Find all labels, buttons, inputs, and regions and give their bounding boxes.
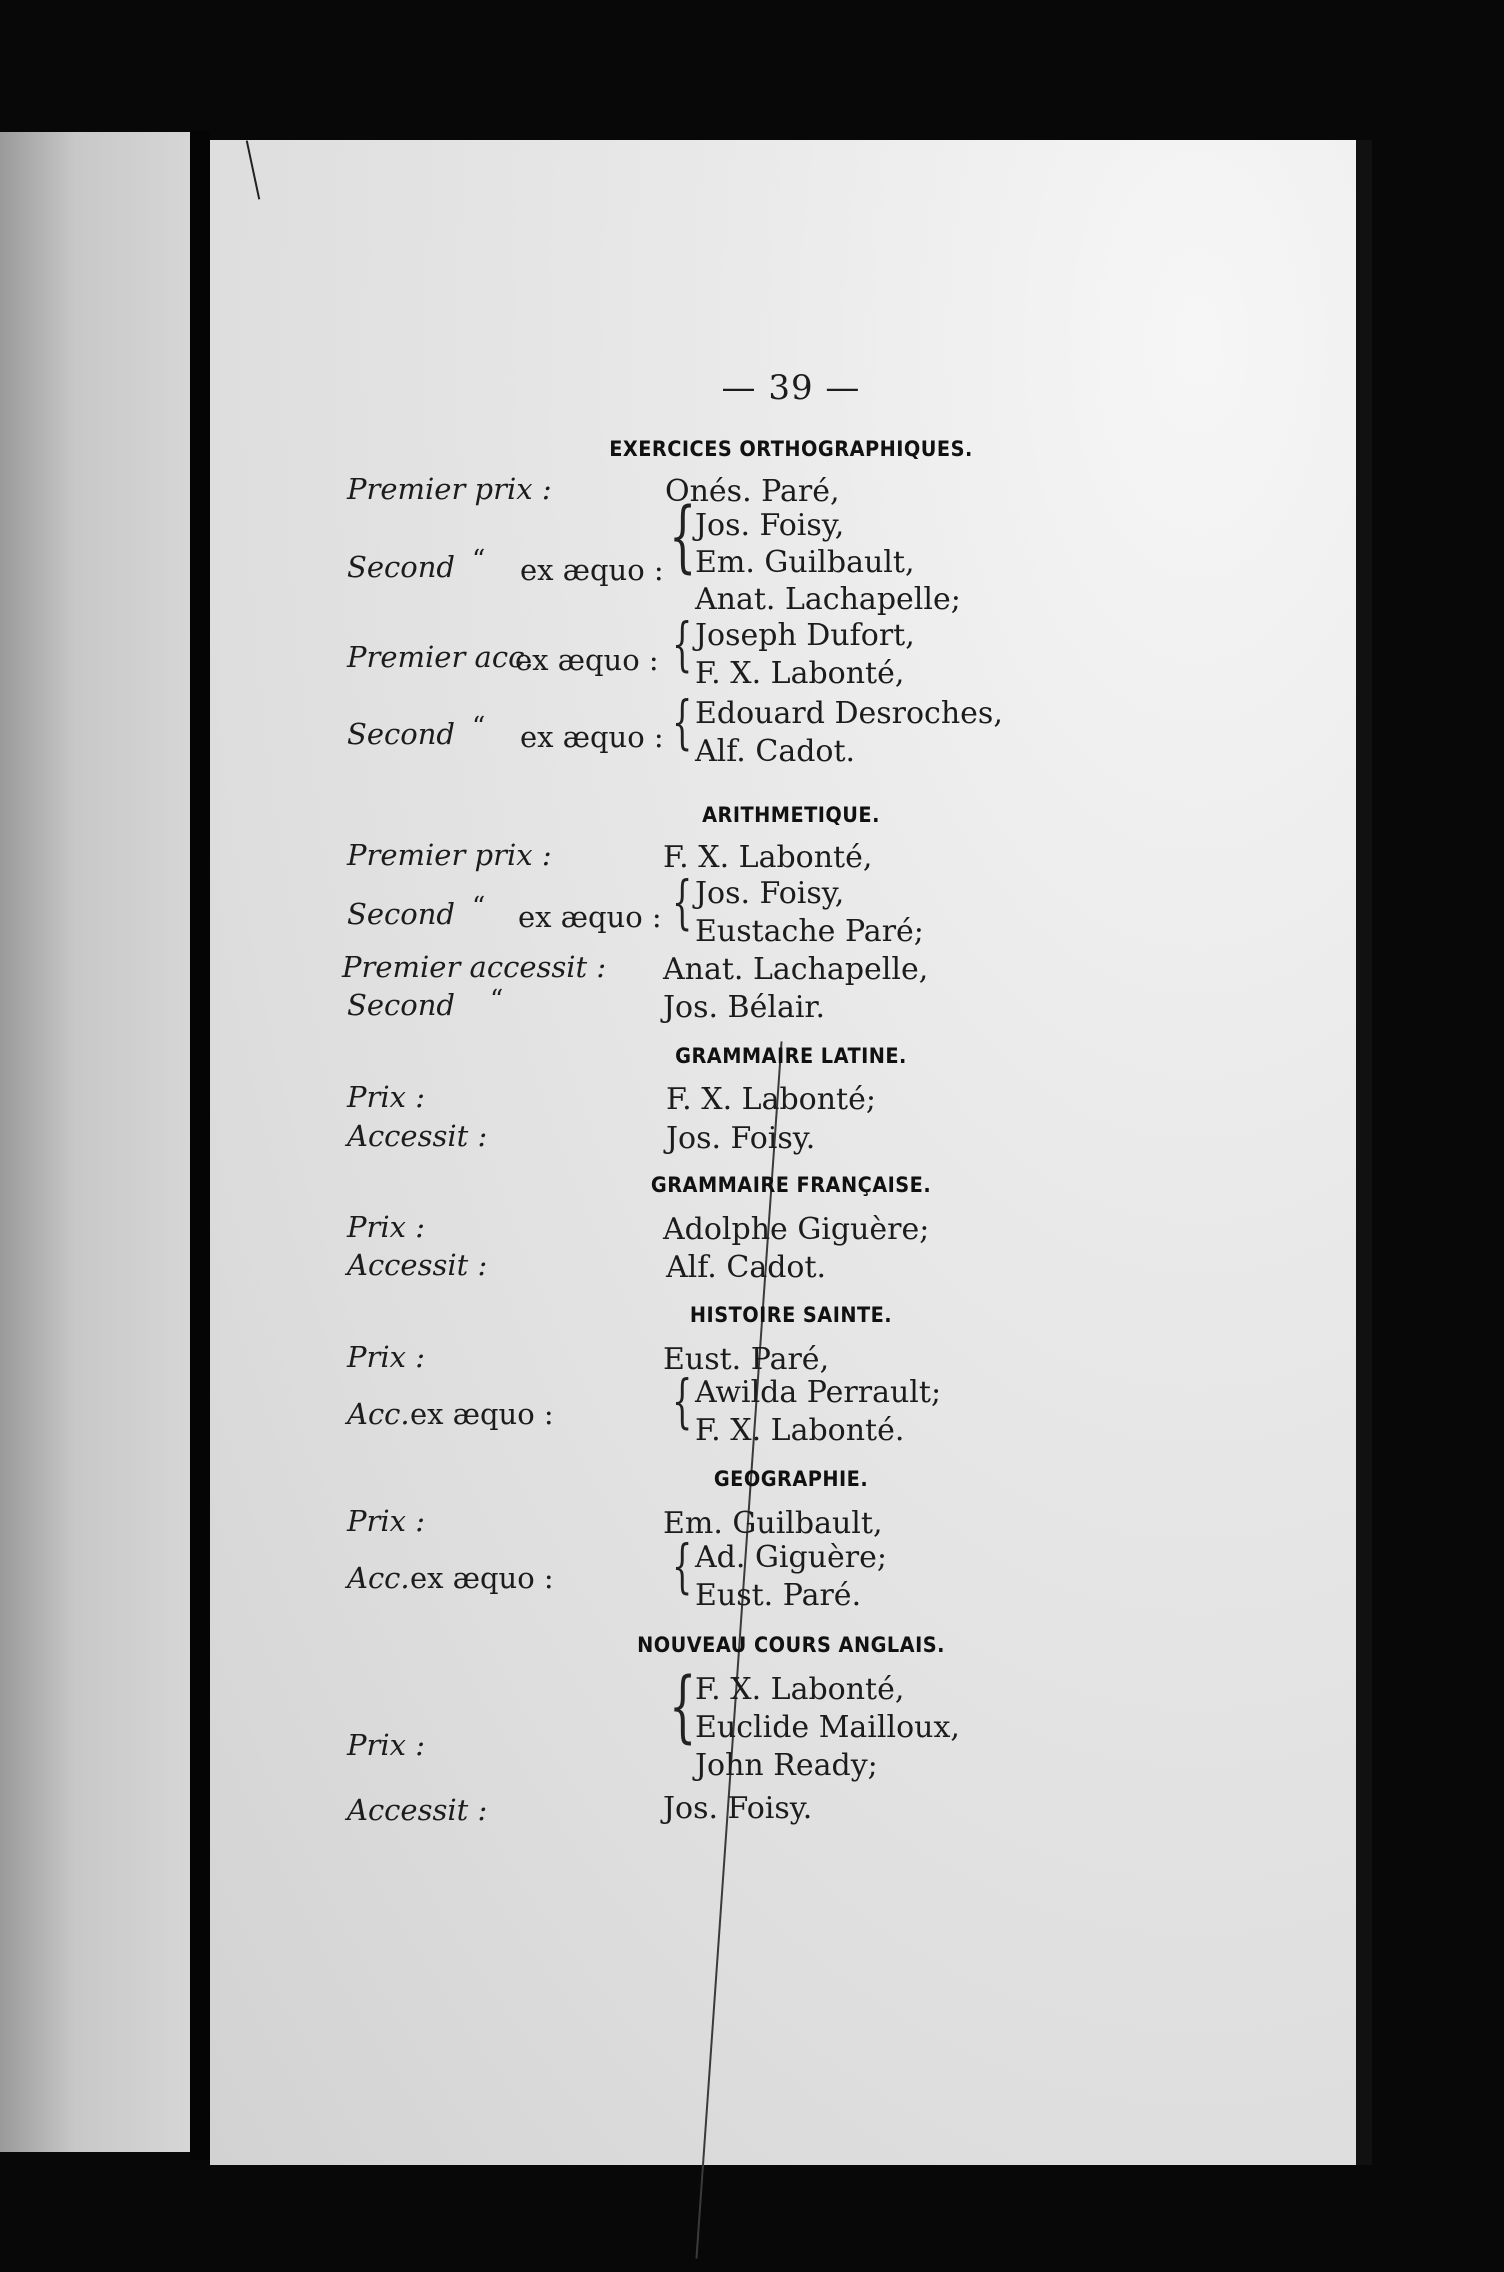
- winner-name: Em. Guilbault,: [663, 1506, 883, 1541]
- brace: {: [672, 610, 693, 678]
- entry-qualifier: ex æquo :: [520, 553, 664, 587]
- winner-name: Jos. Foisy,: [695, 876, 845, 911]
- entry-label: Prix :: [347, 1504, 425, 1538]
- winner-name: Euclide Mailloux,: [695, 1710, 960, 1745]
- entry-label: Premier accessit :: [342, 950, 607, 984]
- page-edge-shadow: [1356, 140, 1372, 2165]
- brace: {: [672, 1367, 693, 1435]
- page-number: — 39 —: [721, 368, 861, 408]
- winner-name: Jos. Foisy.: [663, 1791, 813, 1826]
- entry-label: Accessit :: [347, 1119, 488, 1153]
- entry-label: Second: [347, 988, 455, 1022]
- entry-label: Acc.: [347, 1561, 410, 1595]
- winner-name: Adolphe Giguère;: [663, 1212, 930, 1247]
- winner-name: Alf. Cadot.: [666, 1250, 827, 1285]
- margin-mark: [246, 140, 260, 199]
- winner-name: Awilda Perrault;: [695, 1375, 942, 1410]
- winner-name: Jos. Foisy.: [666, 1121, 816, 1156]
- entry-label: Second: [347, 717, 455, 751]
- winner-name: F. X. Labonté;: [666, 1082, 876, 1117]
- entry-label: Premier prix :: [347, 472, 552, 506]
- brace: {: [672, 868, 693, 936]
- section-title: EXERCICES ORTHOGRAPHIQUES.: [609, 437, 973, 461]
- winner-name: F. X. Labonté.: [695, 1413, 905, 1448]
- entry-label: Prix :: [347, 1340, 425, 1374]
- entry-qualifier: ex æquo :: [515, 643, 659, 677]
- entry-label: Premier prix :: [347, 838, 552, 872]
- ditto-mark: “: [472, 712, 486, 742]
- winner-name: Edouard Desroches,: [695, 696, 1003, 731]
- section-title: HISTOIRE SAINTE.: [689, 1303, 893, 1327]
- winner-name: Em. Guilbault,: [695, 545, 915, 580]
- facing-page-edge: [0, 132, 190, 2152]
- winner-name: Jos. Bélair.: [663, 990, 826, 1025]
- winner-name: Eust. Paré.: [695, 1578, 862, 1613]
- ditto-mark: “: [472, 545, 486, 575]
- brace: {: [672, 1532, 693, 1600]
- entry-label: Accessit :: [347, 1793, 488, 1827]
- ditto-mark: “: [472, 892, 486, 922]
- ditto-mark: “: [490, 985, 504, 1015]
- brace: {: [669, 492, 697, 582]
- winner-name: Anat. Lachapelle,: [663, 952, 929, 987]
- winner-name: F. X. Labonté,: [663, 840, 873, 875]
- entry-qualifier: ex æquo :: [520, 720, 664, 754]
- section-title: ARITHMETIQUE.: [702, 803, 880, 827]
- entry-label: Prix :: [347, 1210, 425, 1244]
- winner-name: Eustache Paré;: [695, 914, 924, 949]
- entry-label: Prix :: [347, 1080, 425, 1114]
- section-title: GRAMMAIRE FRANÇAISE.: [650, 1173, 932, 1197]
- winner-name: Joseph Dufort,: [695, 618, 915, 653]
- winner-name: John Ready;: [695, 1748, 878, 1783]
- entry-label: Acc.: [347, 1397, 410, 1431]
- entry-label: Second: [347, 550, 455, 584]
- entry-qualifier: ex æquo :: [410, 1561, 554, 1595]
- book-gutter: [190, 130, 210, 2160]
- winner-name: Anat. Lachapelle;: [695, 582, 961, 617]
- brace: {: [672, 688, 693, 756]
- winner-name: F. X. Labonté,: [695, 1672, 905, 1707]
- winner-name: F. X. Labonté,: [695, 656, 905, 691]
- entry-qualifier: ex æquo :: [410, 1397, 554, 1431]
- winner-name: Eust. Paré,: [663, 1342, 830, 1377]
- winner-name: Onés. Paré,: [665, 474, 840, 509]
- entry-label: Prix :: [347, 1728, 425, 1762]
- winner-name: Alf. Cadot.: [695, 734, 856, 769]
- entry-label: Premier acc.: [347, 640, 534, 674]
- entry-label: Accessit :: [347, 1248, 488, 1282]
- section-title: NOUVEAU COURS ANGLAIS.: [637, 1633, 945, 1657]
- brace: {: [669, 1662, 697, 1752]
- entry-qualifier: ex æquo :: [518, 900, 662, 934]
- section-title: GEOGRAPHIE.: [713, 1467, 869, 1491]
- section-title: GRAMMAIRE LATINE.: [675, 1044, 907, 1068]
- book-page: [210, 140, 1372, 2165]
- entry-label: Second: [347, 897, 455, 931]
- winner-name: Ad. Giguère;: [695, 1540, 887, 1575]
- winner-name: Jos. Foisy,: [695, 508, 845, 543]
